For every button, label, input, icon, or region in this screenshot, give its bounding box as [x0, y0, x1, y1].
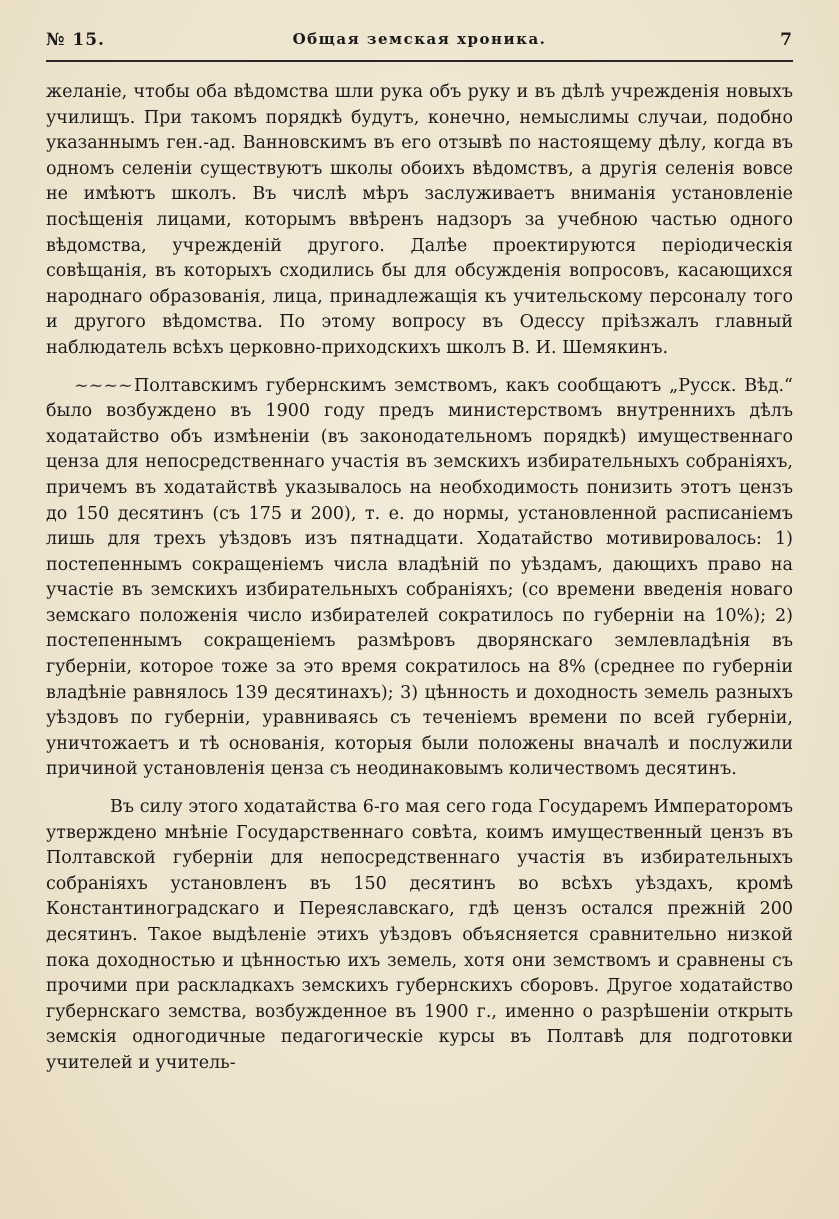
page-number: 7 [780, 30, 793, 50]
paragraph-2-text: Полтавскимъ губернскимъ земствомъ, какъ сообщаютъ „Русск. Вѣд.“ было возбуждено въ 1900 году предъ министерствомъ внутреннихъ дѣлъ ходатайство объ измѣненіи (въ законодательномъ порядкѣ) имущественнаго ценза для непосредственнаго участія въ земскихъ избирательныхъ собраніяхъ, причемъ въ ходатайствѣ указывалось на необходимость понизить этотъ цензъ до 150 десятинъ (съ 175 и 200), т. е. до нормы, установленной расписаніемъ лишь для трехъ уѣздовъ изъ пятнадцати. Ходатайство мотивировалось: 1) постепеннымъ сокращеніемъ числа владѣній по уѣздамъ, дающихъ право на участіе въ земскихъ избирательныхъ собраніяхъ; (со времени введенія новаго земскаго положенія число избирателей сократилось по губерніи на 10%); 2) постепеннымъ сокращеніемъ размѣровъ дворянскаго землевладѣнія въ губерніи, которое тоже за это время сократилось на 8% (среднее по губерніи владѣніе равнялось 139 десятинахъ); 3) цѣнность и доходность земель разныхъ уѣздовъ по губерніи, уравниваясь съ теченіемъ времени по всей губерніи, уничтожаетъ и тѣ основанія, которыя были положены вначалѣ и послужили причиной установленія ценза съ неодинаковымъ количествомъ десятинъ. [46, 375, 793, 780]
article-body [46, 80, 793, 1077]
paragraph-3: Въ силу этого ходатайства 6-го мая сего года Государемъ Императоромъ утверждено мнѣніе Государственнаго совѣта, коимъ имущественный цензъ въ Полтавской губерніи для непосредственнаго участія въ избирательныхъ собраніяхъ установленъ въ 150 десятинъ во всѣхъ уѣздахъ, кромѣ Константиноградскаго и Переяславскаго, гдѣ цензъ остался прежній 200 десятинъ. Такое выдѣленіе этихъ уѣздовъ объясняется сравнительно низкой пока доходностью и цѣнностью ихъ земель, хотя они земствомъ и сравнены съ прочими при раскладкахъ земскихъ губернскихъ сборовъ. Другое ходатайство губернскаго земства, возбужденное въ 1900 г., именно о разрѣшеніи открыть земскія одногодичные педагогическіе курсы въ Полтавѣ для подготовки учителей и учитель- [46, 797, 793, 1073]
paragraph-1: желаніе, чтобы оба вѣдомства шли рука объ руку и въ дѣлѣ учрежденія новыхъ училищъ. При такомъ порядкѣ будутъ, конечно, немыслимы случаи, подобно указаннымъ ген.-ад. Ванновскимъ въ его отзывѣ по настоящему дѣлу, когда въ одномъ селеніи существуютъ школы обоихъ вѣдомствъ, а другія селенія вовсе не имѣютъ школъ. Въ числѣ мѣръ заслуживаетъ вниманія установленіе посѣщенія лицами, которымъ ввѣренъ надзоръ за учебною частью одного вѣдомства, учрежденій другого. Далѣе проектируются періодическія совѣщанія, въ которыхъ сходились бы для обсужденія вопросовъ, касающихся народнаго образованія, лица, принадлежащія къ учительскому персоналу того и другого вѣдомства. По этому вопросу въ Одессу пріѣзжалъ главный наблюдатель всѣхъ церковно-приходскихъ школъ В. И. Шемякинъ. [46, 82, 793, 358]
section-title: Общая земская хроника. [292, 30, 547, 48]
header-rule [46, 60, 793, 62]
issue-number: № 15. [46, 30, 105, 50]
section-mark: ~~~~ [74, 375, 133, 396]
paragraph-2 [46, 374, 793, 784]
running-header [46, 30, 793, 60]
